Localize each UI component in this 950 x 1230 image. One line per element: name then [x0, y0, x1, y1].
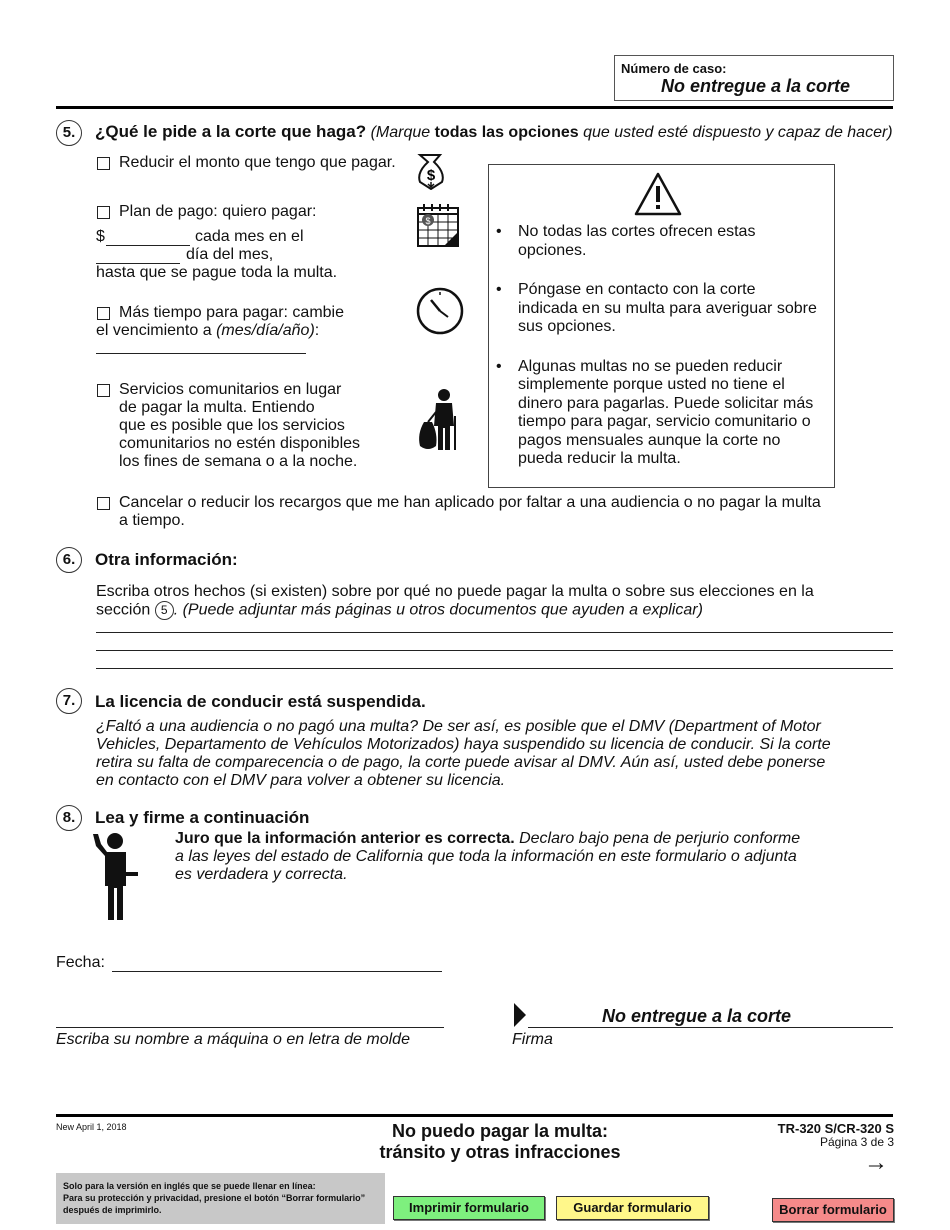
community-service-line5: los fines de semana o a la noche. — [119, 453, 358, 470]
signature-value: No entregue a la corte — [602, 1006, 792, 1026]
more-time-line2 — [96, 322, 319, 341]
calendar-icon — [416, 202, 460, 248]
cancel-fees-line1: Cancelar o reducir los recargos que me han aplicado por faltar a una audiencia o no pagar la multa — [119, 494, 821, 511]
clear-form-button[interactable]: Borrar formulario — [772, 1198, 894, 1222]
section-6-title: Otra información: — [95, 550, 238, 569]
form-id: TR-320 S/CR-320 S — [777, 1121, 894, 1136]
printed-name-field[interactable] — [56, 1027, 444, 1028]
community-service-line4: comunitarios no estén disponibles — [119, 435, 361, 452]
footer-date: New April 1, 2018 — [56, 1122, 127, 1132]
payment-plan-line2: cada mes en el — [195, 228, 304, 245]
section-5-sub-a: (Marque — [370, 124, 435, 141]
section-5-title: ¿Qué le pide a la corte que haga? — [95, 122, 367, 141]
cancel-fees-checkbox[interactable] — [97, 497, 110, 510]
other-info-line-2[interactable] — [96, 650, 893, 651]
online-notice-line-1: Solo para la versión en inglés que se puede llenar en línea: — [63, 1181, 316, 1191]
community-service-line2: de pagar la multa. Entiendo — [119, 399, 315, 416]
more-time-line1: Más tiempo para pagar: cambie — [119, 304, 344, 321]
section-5-sub-b: todas las opciones — [434, 124, 579, 141]
section-7-line1: ¿Faltó a una audiencia o no pagó una multa? De ser así, es posible que el DMV (Department of Motor — [96, 718, 821, 735]
footer-rule — [56, 1114, 893, 1117]
section-8-line2: a las leyes del estado de California que toda la información en este formulario o adjunta — [175, 848, 797, 865]
page-number: Página 3 de 3 — [819, 1135, 894, 1149]
case-number-box — [614, 55, 894, 101]
community-service-line3: que es posible que los servicios — [119, 417, 345, 434]
section-5-sub-c: que usted esté dispuesto y capaz de hacer) — [578, 124, 893, 141]
person-raising-hand-icon — [90, 832, 142, 922]
online-notice-line-3: después de imprimirlo. — [63, 1205, 162, 1215]
other-info-line-3[interactable] — [96, 668, 893, 669]
section-6-number: 6. — [56, 547, 82, 573]
cancel-fees-line2: a tiempo. — [119, 512, 185, 529]
payment-plan-checkbox[interactable] — [97, 206, 110, 219]
next-page-arrow-icon[interactable]: → — [864, 1149, 888, 1176]
more-time-line2b: (mes/día/año) — [216, 322, 315, 339]
case-number-label: Número de caso: — [621, 61, 727, 76]
date-field[interactable] — [112, 971, 442, 972]
section-5-heading — [95, 122, 893, 142]
warning-item-1: • No todas las cortes ofrecen estas opciones. — [518, 223, 818, 260]
section-6-line2b: . (Puede adjuntar más páginas u otros documentos que ayuden a explicar) — [173, 601, 703, 619]
warning-list — [489, 223, 818, 490]
save-form-button[interactable]: Guardar formulario — [556, 1196, 709, 1220]
new-due-date-field[interactable] — [96, 353, 306, 354]
other-info-line-1[interactable] — [96, 632, 893, 633]
svg-text:$: $ — [425, 216, 431, 226]
more-time-checkbox[interactable] — [97, 307, 110, 320]
section-8-line1 — [175, 830, 800, 849]
footer-title-2: tránsito y otras infracciones — [379, 1142, 621, 1162]
section-6-line2a: sección — [96, 601, 151, 619]
more-time-line2c: : — [314, 322, 320, 339]
warning-icon — [633, 171, 683, 217]
online-notice-line-2: Para su protección y privacidad, presione el botón “Borrar formulario” — [63, 1193, 366, 1203]
online-notice-box — [56, 1173, 385, 1224]
clock-icon — [414, 286, 466, 336]
top-rule — [56, 106, 893, 109]
payment-plan-line4: hasta que se pague toda la multa. — [96, 264, 338, 281]
signature-field[interactable] — [528, 1027, 893, 1028]
section-8-line1b: Declaro bajo pena de perjurio conforme — [514, 830, 801, 847]
section-5-number: 5. — [56, 120, 82, 146]
section-8-number: 8. — [56, 805, 82, 831]
warning-item-3: • Algunas multas no se pueden reducir simplemente porque usted no tiene el dinero para pagarlas. Puede solicitar más tiempo para pagar, servicio comunitario o pagos mensuales aunque la corte no pueda reducir la multa. — [518, 358, 818, 469]
reduce-amount-checkbox[interactable] — [97, 157, 110, 170]
signature-arrow-icon — [512, 1003, 528, 1027]
section-7-number: 7. — [56, 688, 82, 714]
community-service-checkbox[interactable] — [97, 384, 110, 397]
svg-text:$: $ — [426, 167, 436, 184]
section-7-title: La licencia de conducir está suspendida. — [95, 692, 426, 711]
section-7-line3: retira su falta de comparecencia o de pago, la corte puede avisar al DMV. Aún así, usted debe ponerse — [96, 754, 826, 771]
monthly-amount-field[interactable] — [106, 245, 190, 246]
payment-plan-line3: día del mes, — [186, 246, 274, 263]
footer-title-1: No puedo pagar la multa: — [391, 1121, 609, 1141]
section-7-line4: en contacto con el DMV para volver a obtener su licencia. — [96, 772, 506, 789]
dollar-sign: $ — [96, 228, 105, 245]
signature-caption: Firma — [512, 1031, 553, 1048]
community-service-line1: Servicios comunitarios en lugar — [119, 381, 342, 398]
section-6-line1: Escriba otros hechos (si existen) sobre por qué no puede pagar la multa o sobre sus elecciones en la — [96, 583, 814, 600]
printed-name-caption: Escriba su nombre a máquina o en letra de molde — [56, 1031, 410, 1048]
print-form-button[interactable]: Imprimir formulario — [393, 1196, 545, 1220]
section-8-line3: es verdadera y correcta. — [175, 866, 348, 883]
section-8-oath: Juro que la información anterior es correcta. — [175, 830, 515, 847]
money-bag-icon — [414, 152, 448, 190]
community-worker-icon — [416, 388, 460, 452]
section-8-title: Lea y firme a continuación — [95, 808, 310, 827]
case-number-value: No entregue a la corte — [661, 76, 851, 96]
date-label: Fecha: — [56, 954, 105, 971]
warning-item-2: • Póngase en contacto con la corte indicada en su multa para averiguar sobre sus opciones. — [518, 281, 818, 337]
section-6-line2 — [96, 601, 703, 620]
reduce-amount-label: Reducir el monto que tengo que pagar. — [119, 154, 396, 171]
section-5-reference: 5 — [155, 601, 174, 620]
more-time-line2a: el vencimiento a — [96, 322, 217, 339]
warning-box — [488, 164, 835, 488]
payment-plan-title: Plan de pago: quiero pagar: — [119, 203, 317, 220]
section-7-line2: Vehicles, Departamento de Vehículos Motorizados) haya suspendido su licencia de conducir. Si la corte — [96, 736, 831, 753]
